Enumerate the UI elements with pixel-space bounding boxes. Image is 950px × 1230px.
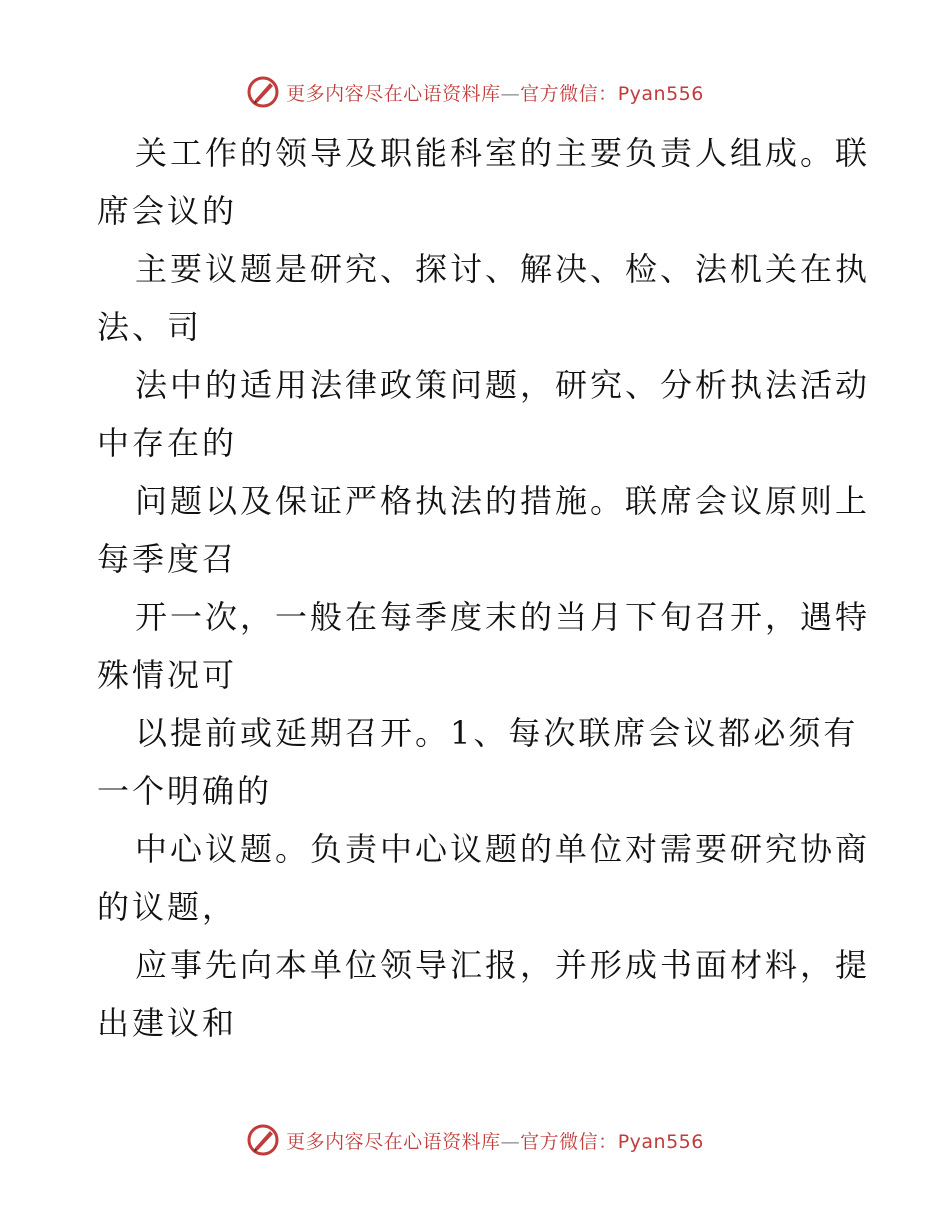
text-line: 应事先向本单位领导汇报，并形成书面材料，提 — [135, 946, 871, 984]
text-line: 的议题， — [97, 888, 238, 926]
text-line: 法中的适用法律政策问题，研究、分析执法活动 — [135, 366, 871, 404]
watermark-brand: 更多内容尽在心语资料库 — [286, 82, 501, 105]
text-line: 每季度召 — [97, 540, 238, 578]
text-line: 主要议题是研究、探讨、解决、检、法机关在执 — [135, 250, 871, 288]
watermark-brand: 更多内容尽在心语资料库 — [286, 1130, 501, 1153]
watermark-separator: — — [500, 1130, 521, 1153]
watermark-wechat-label: 官方微信： — [520, 82, 618, 105]
text-line: 殊情况可 — [97, 656, 238, 694]
text-line: 席会议的 — [97, 192, 238, 230]
text-line: 关工作的领导及职能科室的主要负责人组成。联 — [135, 134, 871, 172]
quill-pen-seal-icon — [246, 75, 280, 109]
text-line: 法、司 — [97, 308, 203, 346]
text-line: 中存在的 — [97, 424, 238, 462]
watermark-separator: — — [500, 82, 521, 105]
text-line: 问题以及保证严格执法的措施。联席会议原则上 — [135, 482, 871, 520]
watermark-wechat-id: Pyan556 — [617, 82, 704, 105]
watermark-footer — [0, 1120, 950, 1160]
watermark-wechat-label: 官方微信： — [520, 1130, 618, 1153]
text-line: 开一次，一般在每季度末的当月下旬召开，遇特 — [135, 598, 871, 636]
watermark-wechat-id: Pyan556 — [617, 1130, 704, 1153]
quill-pen-seal-icon — [246, 1123, 280, 1157]
text-line: 以提前或延期召开。1、每次联席会议都必须有 — [135, 714, 859, 752]
text-line: 中心议题。负责中心议题的单位对需要研究协商 — [135, 830, 871, 868]
text-line: 一个明确的 — [97, 772, 273, 810]
watermark-header — [0, 72, 950, 112]
text-line: 出建议和 — [97, 1004, 238, 1042]
document-body — [97, 124, 871, 1052]
